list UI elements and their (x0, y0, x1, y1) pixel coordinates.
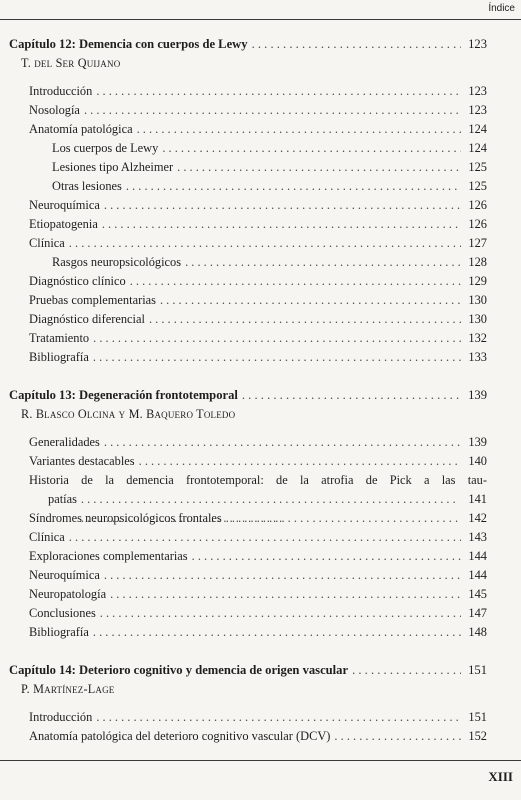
entry-title: Generalidades (29, 435, 100, 449)
chapter-14 (0, 661, 521, 746)
chapter-heading (0, 386, 521, 405)
entry-title: Exploraciones complementarias (29, 549, 188, 563)
leader-dots (104, 196, 461, 215)
leader-dots (192, 547, 461, 566)
toc-entry (0, 120, 521, 139)
entry-title: Etiopatogenia (29, 217, 98, 231)
toc-entry (0, 547, 521, 566)
leader-dots (242, 386, 461, 405)
page-ref: 126 (468, 217, 487, 231)
toc-entry (0, 566, 521, 585)
leader-dots (139, 452, 461, 471)
page-ref: 127 (468, 236, 487, 250)
chapter-13 (0, 386, 521, 642)
footer-rule (0, 760, 521, 761)
toc-subentry (0, 158, 521, 177)
leader-dots (69, 234, 461, 253)
toc-entry (0, 509, 521, 528)
entry-title: Lesiones tipo Alzheimer (52, 160, 174, 174)
leader-dots (104, 566, 461, 585)
page-ref: 142 (468, 511, 487, 525)
entry-title: Anatomía patológica del deterioro cognitivo vascular (DCV) (29, 729, 331, 743)
toc-entry (0, 329, 521, 348)
page-ref: 139 (468, 435, 487, 449)
table-of-contents (0, 35, 521, 765)
chapter-title: Capítulo 12: Demencia con cuerpos de Lewy (9, 37, 248, 51)
page-ref: 152 (468, 729, 487, 743)
chapter-heading (0, 661, 521, 680)
page-ref: 125 (468, 160, 487, 174)
page-ref: 144 (468, 549, 487, 563)
entry-title: Neuroquímica (29, 198, 100, 212)
entry-title: Clínica (29, 530, 65, 544)
leader-dots (177, 158, 461, 177)
toc-entry (0, 272, 521, 291)
entry-title: Diagnóstico diferencial (29, 312, 145, 326)
leader-dots (93, 348, 461, 367)
toc-entry (0, 585, 521, 604)
leader-dots (162, 139, 461, 158)
entry-continuation (29, 490, 487, 509)
page-ref: 145 (468, 587, 487, 601)
entry-title: Bibliografía (29, 625, 89, 639)
entry-title-continued: patías (48, 492, 77, 506)
entry-title: Otras lesiones (52, 179, 122, 193)
toc-entry (0, 196, 521, 215)
page-ref: 147 (468, 606, 487, 620)
page-ref: 140 (468, 454, 487, 468)
toc-entry (0, 82, 521, 101)
running-header (0, 0, 521, 22)
page-ref: 151 (468, 663, 487, 677)
toc-entry (0, 215, 521, 234)
chapter-authors: T. del Ser Quijano (21, 56, 121, 70)
toc-entry (0, 623, 521, 642)
chapter-authors: P. Martínez-Lage (21, 682, 115, 696)
page-ref: 128 (468, 255, 487, 269)
page-ref: 141 (468, 492, 487, 506)
page-ref: 123 (468, 84, 487, 98)
toc-subentry (0, 177, 521, 196)
chapter-title: Capítulo 13: Degeneración frontotemporal (9, 388, 238, 402)
entry-title: Neuroquímica (29, 568, 100, 582)
page-ref: 151 (468, 710, 487, 724)
page-ref: 126 (468, 198, 487, 212)
leader-dots (96, 82, 461, 101)
entry-title: Rasgos neuropsicológicos (52, 255, 182, 269)
leader-dots (104, 433, 461, 452)
entry-title: Bibliografía (29, 350, 89, 364)
toc-subentry (0, 139, 521, 158)
toc-entry (0, 708, 521, 727)
leader-dots (69, 528, 461, 547)
toc-entry (0, 310, 521, 329)
toc-entry (0, 528, 521, 547)
page-ref: 123 (468, 103, 487, 117)
leader-dots (84, 101, 461, 120)
entry-title: Tratamiento (29, 331, 90, 345)
toc-entry (0, 727, 521, 746)
toc-entry (0, 101, 521, 120)
entry-title: Introducción (29, 84, 93, 98)
toc-entry (0, 234, 521, 253)
entry-title: Clínica (29, 236, 65, 250)
entry-title: Variantes destacables (29, 454, 135, 468)
page-ref: 132 (468, 331, 487, 345)
page-ref: 123 (468, 37, 487, 51)
page-ref: 124 (468, 122, 487, 136)
leader-dots (102, 215, 461, 234)
leader-dots (160, 291, 461, 310)
leader-dots (352, 661, 461, 680)
entry-title: Diagnóstico clínico (29, 274, 126, 288)
toc-subentry (0, 253, 521, 272)
entry-title: Los cuerpos de Lewy (52, 141, 159, 155)
entry-title: Nosología (29, 103, 80, 117)
page-ref: 144 (468, 568, 487, 582)
entry-title: Historia de la demencia frontotemporal: de la atrofia de Pick a las tau- (29, 473, 487, 487)
entry-title: Pruebas complementarias (29, 293, 156, 307)
page-ref: 130 (468, 312, 487, 326)
leader-dots (252, 35, 461, 54)
leader-dots (137, 120, 461, 139)
page-ref: 130 (468, 293, 487, 307)
leader-dots (226, 509, 461, 528)
leader-dots (149, 310, 461, 329)
leader-dots (185, 253, 461, 272)
page-ref: 133 (468, 350, 487, 364)
page-ref: 129 (468, 274, 487, 288)
leader-dots (100, 604, 461, 623)
entry-title: Anatomía patológica (29, 122, 133, 136)
entry-title: Conclusiones (29, 606, 96, 620)
leader-dots (334, 727, 461, 746)
toc-entry (0, 452, 521, 471)
leader-dots (126, 177, 461, 196)
chapter-heading (0, 35, 521, 54)
leader-dots (93, 329, 461, 348)
page-ref: 139 (468, 388, 487, 402)
leader-dots (93, 623, 461, 642)
page-ref: 143 (468, 530, 487, 544)
toc-entry (0, 433, 521, 452)
toc-entry (0, 348, 521, 367)
entry-title: Neuropatología (29, 587, 107, 601)
toc-entry (0, 291, 521, 310)
page-number: XIII (488, 769, 513, 784)
entry-title: Síndromes neuropsicológicos frontales (29, 511, 222, 525)
page-ref: 125 (468, 179, 487, 193)
chapter-authors: R. Blasco Olcina y M. Baquero Toledo (21, 407, 236, 421)
leader-dots (110, 585, 461, 604)
chapter-title: Capítulo 14: Deterioro cognitivo y demencia de origen vascular (9, 663, 349, 677)
header-rule (0, 19, 521, 20)
leader-dots (130, 272, 461, 291)
section-label: Índice (488, 3, 515, 14)
entry-title: Introducción (29, 710, 93, 724)
leader-dots (96, 708, 461, 727)
page-ref: 124 (468, 141, 487, 155)
page-ref: 148 (468, 625, 487, 639)
toc-entry (0, 604, 521, 623)
chapter-12 (0, 35, 521, 367)
toc-entry-multiline (0, 471, 521, 509)
